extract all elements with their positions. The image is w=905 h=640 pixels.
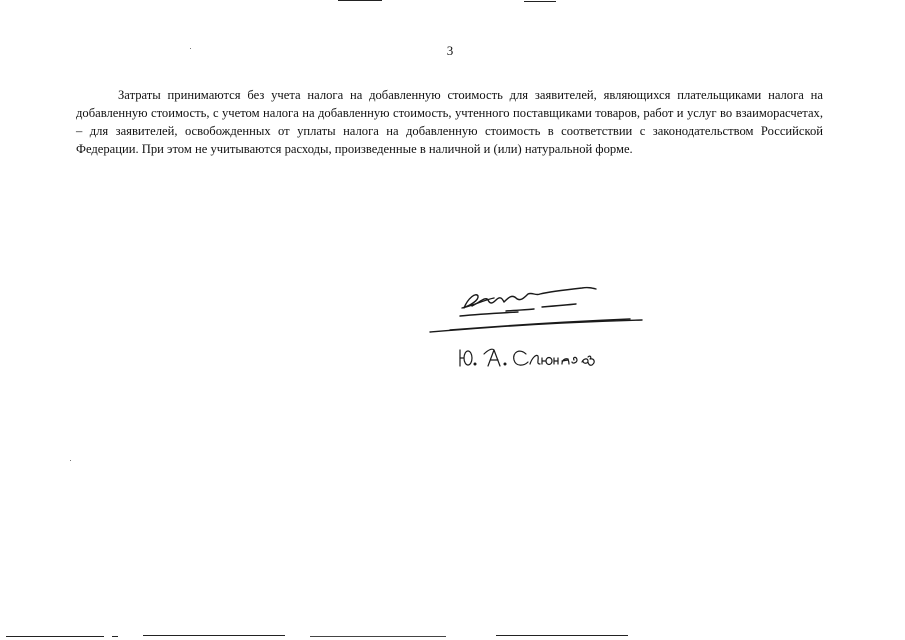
scan-mark-bottom-2	[112, 636, 118, 637]
scan-speck	[70, 460, 71, 461]
scan-mark-bottom-4	[310, 636, 446, 637]
scan-mark-top-right	[524, 1, 556, 2]
page-number: 3	[446, 43, 454, 58]
body-paragraph: Затраты принимаются без учета налога на добавленную стоимость для заявителей, являющихся плательщиками налога на добавленную стоимость, с учетом налога на добавленную стоимость, учтенного поставщиками товаров, работ и услуг во взаиморасчетах, – для заявителей, освобожденных от уплаты налога на добавленную стоимость в соответствии с законодательством Российской Федерации. При этом не учитываются расходы, произведенные в наличной и (или) натуральной форме.	[76, 88, 823, 156]
signature-scribble	[430, 288, 642, 332]
scan-speck	[190, 48, 191, 49]
handwritten-signature	[420, 280, 660, 380]
handwritten-name-drawing	[460, 349, 594, 366]
scan-mark-bottom-1	[6, 636, 104, 637]
scan-mark-bottom-3	[143, 635, 285, 636]
signature-block	[420, 280, 660, 380]
scan-mark-top-left	[338, 0, 382, 1]
scan-mark-bottom-5	[496, 635, 628, 636]
